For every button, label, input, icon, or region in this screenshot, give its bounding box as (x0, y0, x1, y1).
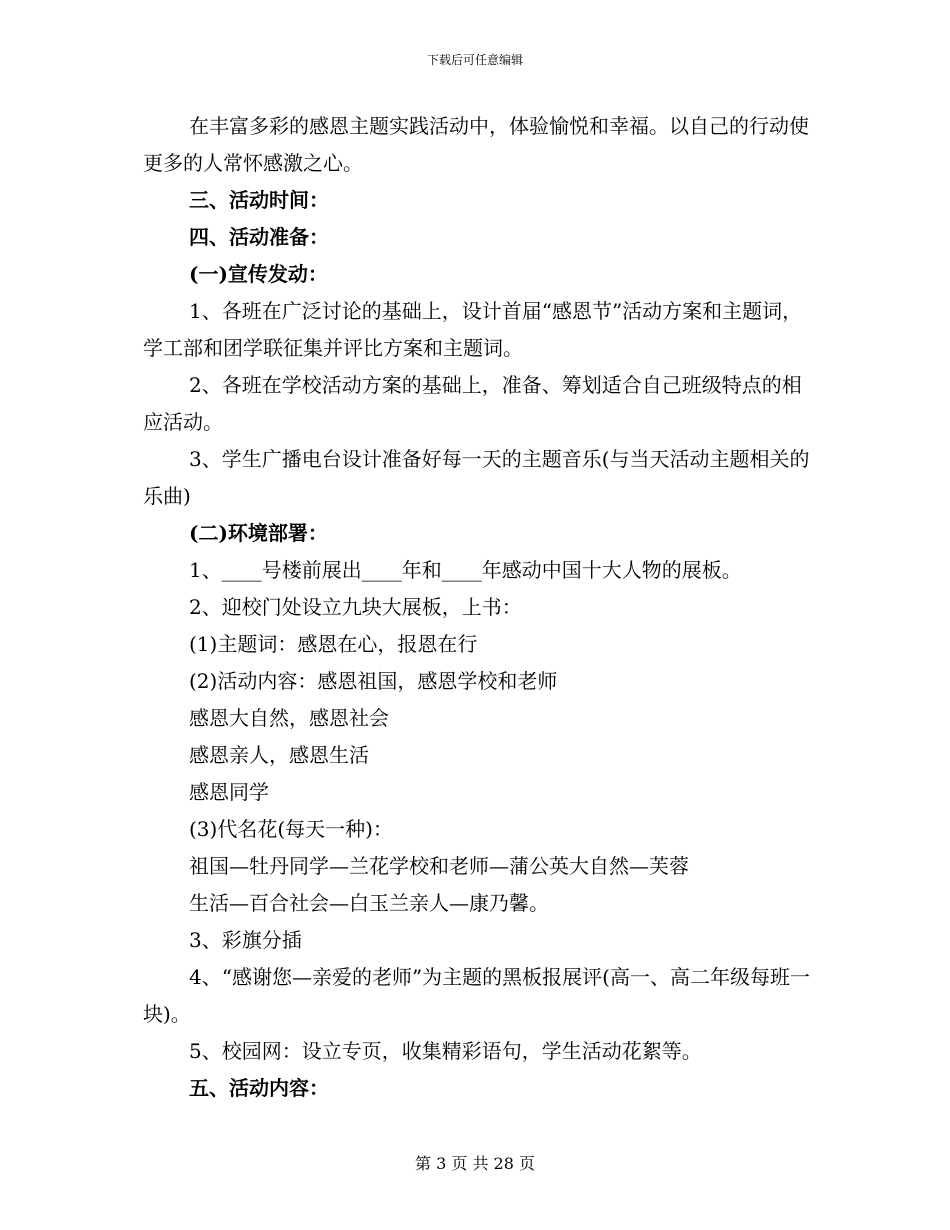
page-header-note: 下载后可任意编辑 (426, 53, 523, 67)
list-item: 感恩亲人，感恩生活 (189, 743, 369, 767)
paragraph: 2、各班在学校活动方案的基础上，准备、筹划适合自己班级特点的相应活动。 (143, 373, 802, 434)
subsection-heading: (一)宣传发动： (189, 262, 328, 286)
paragraph: 5、校园网：设立专页，收集精彩语句，学生活动花絮等。 (189, 1039, 702, 1063)
list-item: (3)代名花(每天一种)： (189, 817, 393, 841)
page-number: 第 3 页 共 28 页 (415, 1154, 535, 1173)
paragraph: 2、迎校门处设立九块大展板，上书： (189, 595, 522, 619)
subsection-heading: (二)环境部署： (189, 521, 328, 545)
paragraph: 在丰富多彩的感恩主题实践活动中，体验愉悦和幸福。以自己的行动使更多的人常怀感激之心。 (143, 114, 809, 175)
paragraph: 3、学生广播电台设计准备好每一天的主题音乐(与当天活动主题相关的乐曲) (143, 447, 810, 508)
list-item: (1)主题词：感恩在心，报恩在行 (189, 632, 478, 656)
list-item: 祖国—牡丹同学—兰花学校和老师—蒲公英大自然—芙蓉 (189, 854, 689, 878)
list-item: 生活—百合社会—白玉兰亲人—康乃馨。 (189, 891, 549, 915)
list-item: 感恩同学 (189, 780, 269, 804)
list-item: (2)活动内容：感恩祖国，感恩学校和老师 (189, 669, 558, 693)
paragraph: 4、“感谢您—亲爱的老师”为主题的黑板报展评(高一、高二年级每班一块)。 (143, 965, 810, 1026)
section-heading: 四、活动准备： (189, 225, 329, 249)
document-body (143, 108, 813, 1107)
paragraph: 1、____号楼前展出____年和____年感动中国十大人物的展板。 (189, 558, 742, 582)
list-item: 感恩大自然，感恩社会 (189, 706, 389, 730)
paragraph: 1、各班在广泛讨论的基础上，设计首届“感恩节”活动方案和主题词，学工部和团学联征集并评比方案和主题词。 (143, 299, 803, 360)
paragraph: 3、彩旗分插 (189, 928, 302, 952)
section-heading: 三、活动时间： (189, 188, 329, 212)
section-heading: 五、活动内容： (189, 1076, 329, 1100)
